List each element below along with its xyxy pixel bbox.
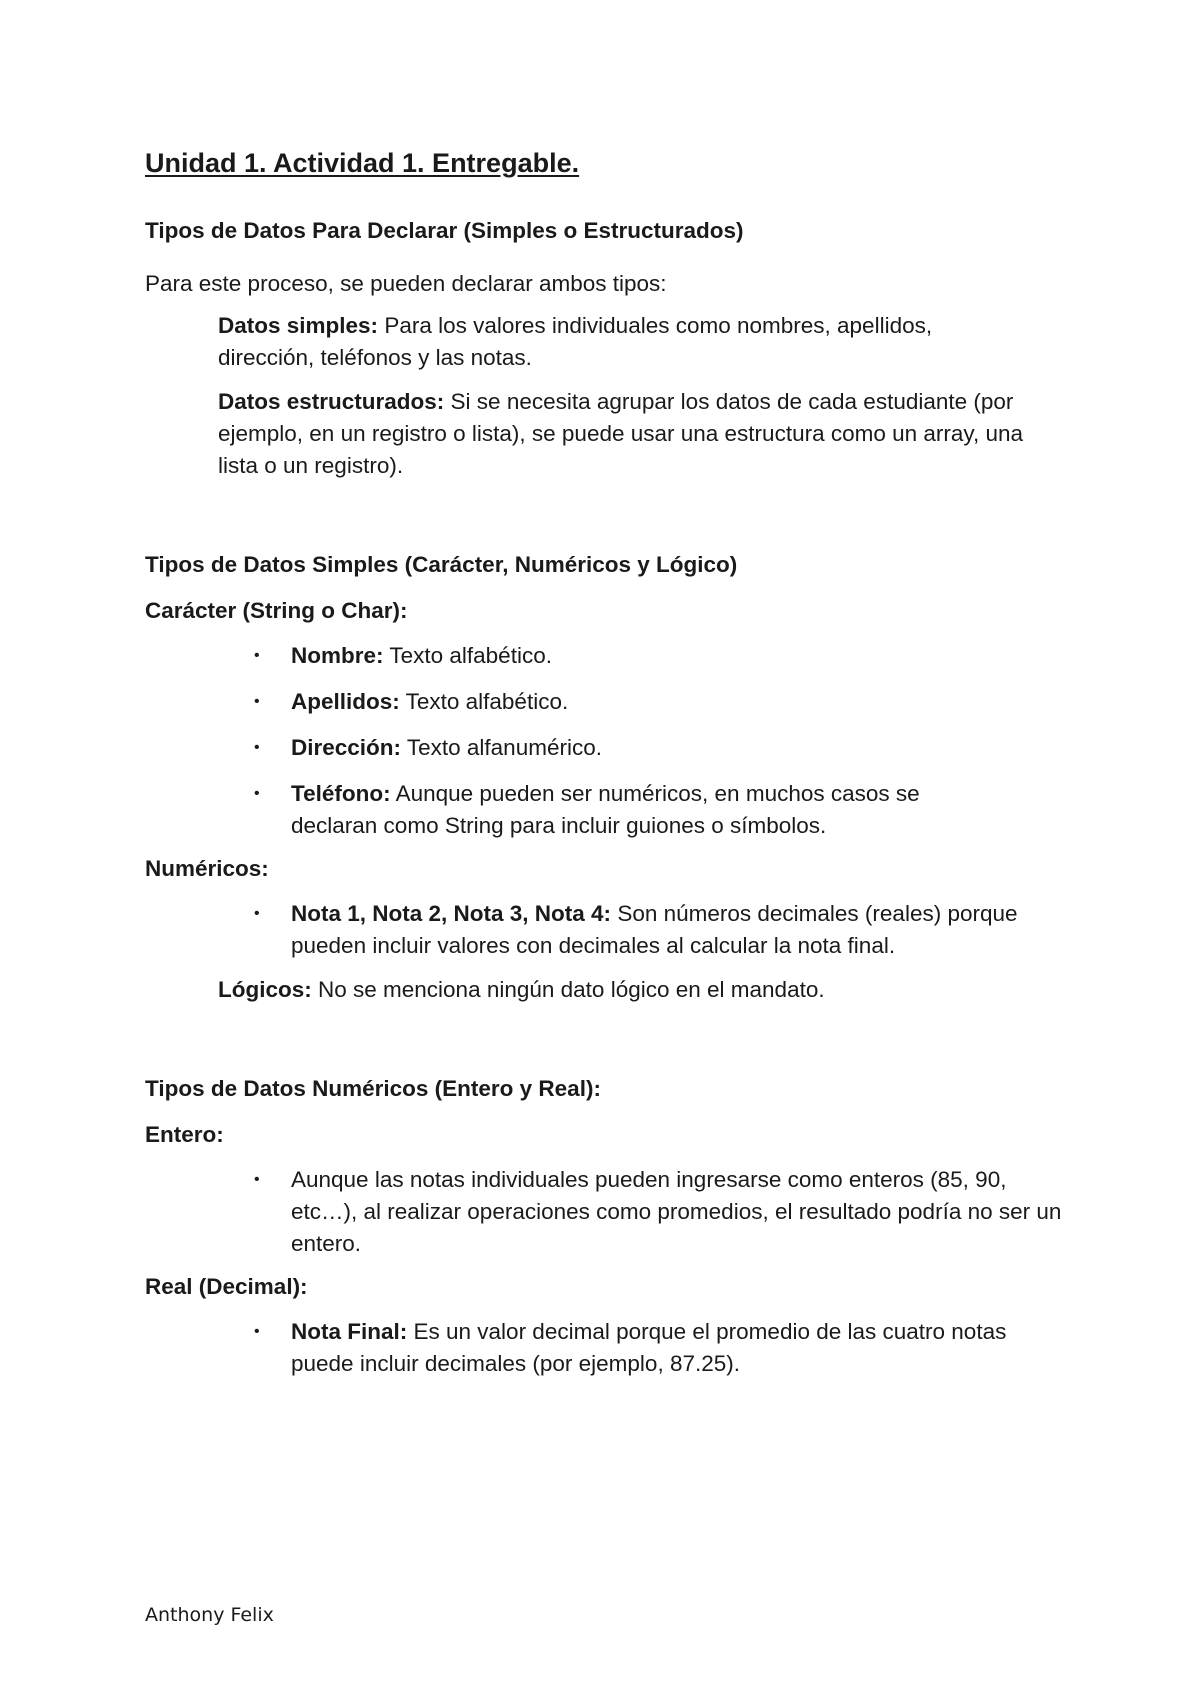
datos-estructurados-paragraph (218, 386, 1028, 482)
subheading-entero: Entero: (145, 1122, 224, 1147)
list-item (254, 686, 1075, 718)
logicos-text: No se menciona ningún dato lógico en el mandato. (311, 977, 825, 1002)
item-label: Nota Final: (291, 1319, 408, 1344)
list-item (254, 732, 1075, 764)
section-heading-declarar: Tipos de Datos Para Declarar (Simples o Estructurados) (145, 218, 744, 243)
item-label: Dirección: (291, 735, 402, 760)
list-item (254, 898, 1031, 962)
bullet-icon: • (254, 647, 260, 664)
bullet-icon: • (254, 739, 260, 756)
entero-list (145, 1164, 1075, 1260)
caracter-list (145, 640, 1075, 842)
item-text: Texto alfanumérico. (401, 735, 602, 760)
item-label: Nota 1, Nota 2, Nota 3, Nota 4: (291, 901, 612, 926)
datos-simples-paragraph (218, 310, 978, 374)
datos-estructurados-label: Datos estructurados: (218, 389, 445, 414)
document-content (145, 146, 1075, 1380)
real-list (145, 1316, 1075, 1380)
item-text: Texto alfabético. (383, 643, 552, 668)
bullet-icon: • (254, 1323, 260, 1340)
bullet-icon: • (254, 1171, 260, 1188)
item-label: Apellidos: (291, 689, 400, 714)
item-text: Texto alfabético. (399, 689, 569, 714)
footer-author: Anthony Felix (145, 1604, 274, 1626)
list-item (254, 1164, 1066, 1260)
subheading-caracter: Carácter (String o Char): (145, 598, 408, 623)
subheading-real: Real (Decimal): (145, 1274, 308, 1299)
list-item (254, 778, 991, 842)
item-text: Aunque las notas individuales pueden ingresarse como enteros (85, 90, etc…), al realizar operaciones como promedios, el resultado podría no ser un entero. (291, 1167, 1062, 1256)
list-item (254, 640, 1075, 672)
document-title: Unidad 1. Actividad 1. Entregable. (145, 148, 580, 178)
datos-simples-label: Datos simples: (218, 313, 379, 338)
bullet-icon: • (254, 905, 260, 922)
logicos-label: Lógicos: (218, 977, 312, 1002)
bullet-icon: • (254, 785, 260, 802)
numericos-list (145, 898, 1075, 962)
bullet-icon: • (254, 693, 260, 710)
item-text: Son números decimales (reales) porque pueden incluir valores con decimales al calcular la nota final. (291, 901, 1018, 958)
section-intro: Para este proceso, se pueden declarar ambos tipos: (145, 271, 667, 296)
item-label: Teléfono: (291, 781, 391, 806)
subheading-numericos: Numéricos: (145, 856, 269, 881)
section-heading-numericos: Tipos de Datos Numéricos (Entero y Real): (145, 1076, 601, 1101)
item-label: Nombre: (291, 643, 384, 668)
item-text: Es un valor decimal porque el promedio de las cuatro notas puede incluir decimales (por ejemplo, 87.25). (291, 1319, 1007, 1376)
logicos-paragraph (218, 974, 1075, 1006)
datos-simples-text: Para los valores individuales como nombres, apellidos, dirección, teléfonos y las notas. (218, 313, 933, 370)
item-text: Aunque pueden ser numéricos, en muchos casos se declaran como String para incluir guiones o símbolos. (291, 781, 920, 838)
list-item (254, 1316, 1011, 1380)
datos-estructurados-text: Si se necesita agrupar los datos de cada estudiante (por ejemplo, en un registro o lista), se puede usar una estructura como un array, una lista o un registro). (218, 389, 1024, 478)
section-heading-simples: Tipos de Datos Simples (Carácter, Numéricos y Lógico) (145, 552, 738, 577)
